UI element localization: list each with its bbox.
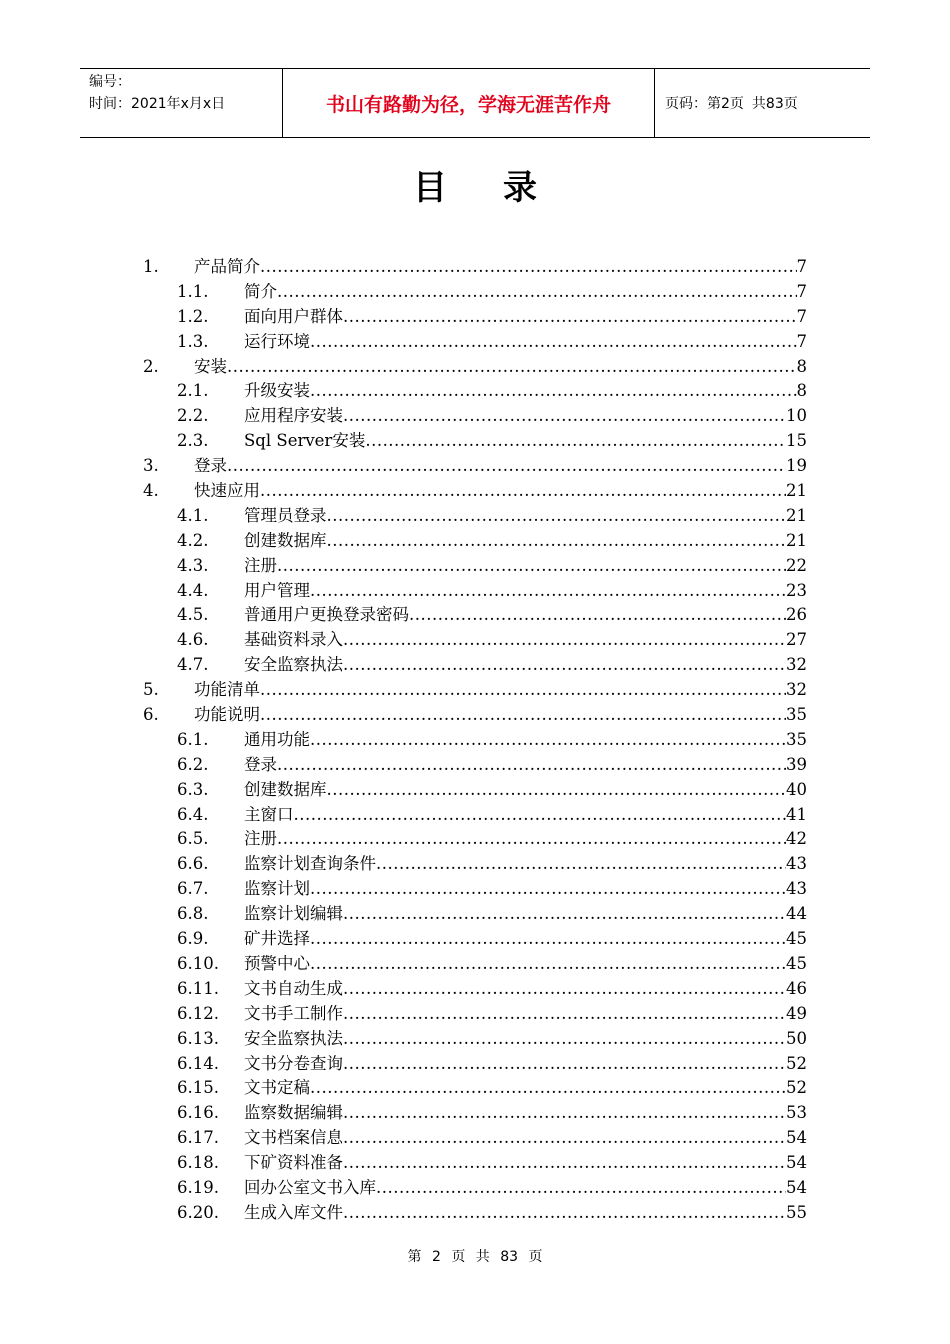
toc-entry-number: 6.15. [177, 1078, 219, 1098]
footer-total-prefix: 共 [475, 1249, 490, 1265]
toc-entry-line [244, 429, 807, 454]
toc-entry-number: 4.6. [177, 630, 209, 650]
header-number-label: 编号： [89, 74, 131, 90]
toc-entry-number: 2. [143, 356, 159, 376]
toc-entry-line [194, 703, 807, 728]
toc-entry-title: 功能清单 [194, 678, 260, 703]
toc-entry[interactable] [143, 778, 807, 803]
toc-leader-dots [409, 603, 786, 628]
toc-entry-title: 升级安装 [244, 379, 310, 404]
toc-entry-title: 安全监察执法 [244, 1027, 343, 1052]
toc-entry[interactable] [143, 703, 807, 728]
toc-entry-page: 54 [786, 1176, 807, 1201]
page-title: 目录 [413, 168, 593, 208]
toc-entry-number: 1.2. [177, 306, 209, 326]
toc-entry-line [244, 603, 807, 628]
header-meta [80, 69, 282, 137]
toc-entry-number: 6.14. [177, 1053, 219, 1073]
toc-entry-number: 6.19. [177, 1177, 219, 1197]
toc-leader-dots [227, 454, 786, 479]
toc-entry-number: 6.11. [177, 978, 219, 998]
toc-entry-number: 6.6. [177, 854, 209, 874]
toc-entry-line [244, 379, 807, 404]
toc-leader-dots [277, 827, 786, 852]
toc-entry-line [244, 1126, 807, 1151]
toc-entry[interactable] [143, 852, 807, 877]
toc-leader-dots [310, 379, 797, 404]
toc-entry[interactable] [143, 504, 807, 529]
toc-leader-dots [327, 778, 787, 803]
toc-entry-title: 监察计划 [244, 877, 310, 902]
toc-leader-dots [310, 330, 797, 355]
toc-entry-title: 预警中心 [244, 952, 310, 977]
header-page-info [655, 69, 870, 137]
toc-entry-page: 39 [786, 753, 807, 778]
toc-entry-page: 46 [786, 977, 807, 1002]
toc-entry[interactable] [143, 1151, 807, 1176]
toc-entry-line [194, 255, 807, 280]
toc-entry-line [244, 1176, 807, 1201]
toc-entry-page: 35 [786, 728, 807, 753]
toc-entry-line [244, 1101, 807, 1126]
toc-leader-dots [376, 1176, 786, 1201]
toc-leader-dots [343, 977, 786, 1002]
toc-entry-number: 4.1. [177, 505, 209, 525]
toc-leader-dots [343, 1002, 786, 1027]
toc-entry-number: 6.1. [177, 729, 209, 749]
toc-entry[interactable] [143, 1002, 807, 1027]
toc-entry[interactable] [143, 529, 807, 554]
toc-entry-number: 1.3. [177, 331, 209, 351]
toc-leader-dots [310, 877, 786, 902]
toc-leader-dots [310, 927, 786, 952]
toc-entry-title: 监察计划编辑 [244, 902, 343, 927]
toc-entry[interactable] [143, 404, 807, 429]
toc-leader-dots [310, 579, 786, 604]
toc-entry-title: 文书定稿 [244, 1076, 310, 1101]
toc-entry-page: 15 [786, 429, 807, 454]
toc-entry-line [244, 952, 807, 977]
toc-entry[interactable] [143, 280, 807, 305]
toc-entry-number: 6.10. [177, 953, 219, 973]
toc-leader-dots [310, 952, 786, 977]
toc-entry-title: 功能说明 [194, 703, 260, 728]
toc-entry-page: 43 [786, 852, 807, 877]
toc-entry-page: 42 [786, 827, 807, 852]
toc-leader-dots [343, 628, 786, 653]
toc-entry-line [244, 330, 807, 355]
toc-entry[interactable] [143, 827, 807, 852]
toc-entry-line [244, 852, 807, 877]
toc-entry-number: 4.5. [177, 605, 209, 625]
toc-entry-number: 6.16. [177, 1103, 219, 1123]
toc-entry-number: 4.4. [177, 580, 209, 600]
toc-entry-number: 6.8. [177, 904, 209, 924]
toc-entry-number: 1. [143, 257, 159, 276]
toc-entry-page: 40 [786, 778, 807, 803]
footer-total-pages: 83 [500, 1249, 519, 1265]
toc-entry-page: 7 [797, 305, 808, 330]
toc-entry-page: 22 [786, 554, 807, 579]
toc-entry-title: 监察数据编辑 [244, 1101, 343, 1126]
toc-leader-dots [376, 852, 786, 877]
toc-entry-title: 普通用户更换登录密码 [244, 603, 409, 628]
toc-entry-page: 7 [797, 255, 808, 280]
toc-leader-dots [294, 803, 787, 828]
toc-entry-line [244, 877, 807, 902]
toc-leader-dots [327, 529, 787, 554]
toc-leader-dots [260, 479, 786, 504]
page-footer [0, 1246, 950, 1266]
toc-entry-title: 文书档案信息 [244, 1126, 343, 1151]
toc-entry-page: 54 [786, 1151, 807, 1176]
toc-entry-title: 通用功能 [244, 728, 310, 753]
toc-entry-line [244, 404, 807, 429]
toc-entry-page: 19 [786, 454, 807, 479]
toc-entry-page: 21 [786, 504, 807, 529]
toc-leader-dots [343, 1151, 786, 1176]
toc-entry-title: 创建数据库 [244, 778, 327, 803]
toc-entry[interactable] [143, 628, 807, 653]
toc-entry-line [244, 728, 807, 753]
toc-entry-line [244, 977, 807, 1002]
toc-entry-number: 1.1. [177, 281, 209, 301]
toc-entry-line [244, 280, 807, 305]
toc-entry-page: 7 [797, 330, 808, 355]
toc-entry-line [244, 803, 807, 828]
toc-entry-number: 3. [143, 456, 159, 476]
toc-entry-line [244, 753, 807, 778]
toc-leader-dots [343, 1027, 786, 1052]
toc-entry-title: 下矿资料准备 [244, 1151, 343, 1176]
toc-entry-title: 产品简介 [194, 255, 260, 280]
toc-leader-dots [343, 305, 797, 330]
toc-entry-page: 7 [797, 280, 808, 305]
toc-entry-line [244, 504, 807, 529]
table-of-contents [143, 255, 807, 1226]
toc-entry-number: 6.3. [177, 779, 209, 799]
toc-entry-line [244, 628, 807, 653]
toc-leader-dots [277, 554, 786, 579]
toc-leader-dots [343, 1101, 786, 1126]
toc-leader-dots [277, 280, 797, 305]
toc-entry-title: 主窗口 [244, 803, 294, 828]
toc-entry[interactable] [143, 355, 807, 380]
toc-leader-dots [227, 355, 797, 380]
toc-entry[interactable] [143, 454, 807, 479]
toc-entry[interactable] [143, 728, 807, 753]
toc-leader-dots [343, 1201, 786, 1226]
toc-entry-line [194, 479, 807, 504]
toc-entry-number: 2.1. [177, 381, 209, 401]
toc-entry-line [244, 305, 807, 330]
toc-entry-number: 6.18. [177, 1153, 219, 1173]
toc-entry-number: 6.4. [177, 804, 209, 824]
toc-entry-page: 53 [786, 1101, 807, 1126]
toc-entry-page: 21 [786, 479, 807, 504]
toc-entry-line [244, 554, 807, 579]
footer-page-number: 2 [431, 1249, 441, 1265]
toc-entry-title: 登录 [244, 753, 277, 778]
toc-entry-line [244, 1002, 807, 1027]
toc-entry[interactable] [143, 603, 807, 628]
toc-entry-page: 49 [786, 1002, 807, 1027]
toc-entry-title: 矿井选择 [244, 927, 310, 952]
toc-entry-page: 35 [786, 703, 807, 728]
toc-entry[interactable] [143, 330, 807, 355]
toc-entry-page: 21 [786, 529, 807, 554]
toc-entry-title: 快速应用 [194, 479, 260, 504]
toc-leader-dots [260, 255, 797, 280]
toc-entry-title: 面向用户群体 [244, 305, 343, 330]
toc-entry-line [244, 1151, 807, 1176]
toc-entry-number: 4.3. [177, 555, 209, 575]
toc-entry-title: 管理员登录 [244, 504, 327, 529]
toc-entry-page: 23 [786, 579, 807, 604]
toc-entry[interactable] [143, 1176, 807, 1201]
toc-entry-number: 2.3. [177, 431, 209, 451]
toc-entry-page: 26 [786, 603, 807, 628]
toc-entry-page: 8 [797, 355, 808, 380]
toc-entry[interactable] [143, 952, 807, 977]
toc-entry-page: 45 [786, 952, 807, 977]
toc-entry-line [244, 902, 807, 927]
toc-entry-number: 5. [143, 680, 159, 700]
header-total-label: 共83页 [751, 96, 798, 112]
toc-leader-dots [260, 703, 786, 728]
toc-entry-page: 32 [786, 678, 807, 703]
toc-leader-dots [343, 902, 786, 927]
toc-entry-page: 27 [786, 628, 807, 653]
toc-entry-number: 4.2. [177, 530, 209, 550]
toc-entry-page: 45 [786, 927, 807, 952]
toc-entry[interactable] [143, 1027, 807, 1052]
toc-entry-page: 52 [786, 1052, 807, 1077]
document-header [80, 68, 870, 138]
toc-entry-title: 安装 [194, 355, 227, 380]
toc-entry-line [194, 678, 807, 703]
toc-entry-line [244, 579, 807, 604]
toc-entry[interactable] [143, 1052, 807, 1077]
toc-entry[interactable] [143, 305, 807, 330]
toc-leader-dots [365, 429, 786, 454]
toc-leader-dots [310, 728, 786, 753]
toc-entry-page: 41 [786, 803, 807, 828]
toc-entry[interactable] [143, 1101, 807, 1126]
toc-leader-dots [327, 504, 787, 529]
toc-entry[interactable] [143, 927, 807, 952]
toc-entry-number: 6.2. [177, 754, 209, 774]
toc-leader-dots [260, 678, 786, 703]
toc-entry-number: 2.2. [177, 406, 209, 426]
toc-leader-dots [343, 1126, 786, 1151]
toc-entry-title: 安全监察执法 [244, 653, 343, 678]
toc-entry-page: 50 [786, 1027, 807, 1052]
toc-entry-page: 8 [797, 379, 808, 404]
toc-leader-dots [310, 1076, 786, 1101]
toc-entry-title: 用户管理 [244, 579, 310, 604]
toc-entry-number: 6.12. [177, 1003, 219, 1023]
toc-entry-title: 文书分卷查询 [244, 1052, 343, 1077]
toc-entry[interactable] [143, 753, 807, 778]
toc-entry[interactable] [143, 653, 807, 678]
toc-entry[interactable] [143, 554, 807, 579]
toc-entry[interactable] [143, 429, 807, 454]
toc-leader-dots [343, 1052, 786, 1077]
toc-entry-title: 文书自动生成 [244, 977, 343, 1002]
footer-page-unit: 页 [451, 1249, 466, 1265]
toc-entry-line [194, 454, 807, 479]
toc-leader-dots [343, 653, 786, 678]
toc-entry-title: 运行环境 [244, 330, 310, 355]
toc-leader-dots [343, 404, 786, 429]
header-time-label: 时间：2021年x月x日 [89, 96, 226, 112]
toc-entry[interactable] [143, 479, 807, 504]
toc-entry[interactable] [143, 977, 807, 1002]
toc-entry-title: 注册 [244, 827, 277, 852]
toc-entry[interactable] [143, 803, 807, 828]
toc-entry-title: 生成入库文件 [244, 1201, 343, 1226]
toc-entry-title: Sql Server安装 [244, 429, 365, 454]
toc-entry-title: 登录 [194, 454, 227, 479]
toc-entry-line [244, 1052, 807, 1077]
toc-entry-number: 6.7. [177, 879, 209, 899]
toc-entry-title: 简介 [244, 280, 277, 305]
toc-leader-dots [277, 753, 786, 778]
toc-entry-page: 32 [786, 653, 807, 678]
toc-entry-title: 回办公室文书入库 [244, 1176, 376, 1201]
toc-entry-number: 6.9. [177, 929, 209, 949]
toc-entry-line [244, 927, 807, 952]
toc-entry[interactable] [143, 255, 807, 280]
toc-entry-title: 文书手工制作 [244, 1002, 343, 1027]
toc-entry-number: 6. [143, 705, 159, 725]
toc-entry-line [244, 1027, 807, 1052]
toc-entry-line [244, 778, 807, 803]
footer-total-unit: 页 [528, 1249, 543, 1265]
toc-entry-line [244, 529, 807, 554]
toc-entry-line [194, 355, 807, 380]
toc-entry-line [244, 1201, 807, 1226]
toc-entry-number: 6.13. [177, 1028, 219, 1048]
header-page-label: 页码：第2页 [665, 96, 744, 112]
footer-prefix: 第 [407, 1249, 422, 1265]
toc-entry-line [244, 827, 807, 852]
toc-entry-page: 43 [786, 877, 807, 902]
toc-entry-number: 6.20. [177, 1202, 219, 1222]
toc-entry-number: 6.5. [177, 829, 209, 849]
toc-entry[interactable] [143, 1201, 807, 1226]
toc-entry-line [244, 1076, 807, 1101]
toc-entry-title: 监察计划查询条件 [244, 852, 376, 877]
toc-entry-title: 基础资料录入 [244, 628, 343, 653]
toc-entry[interactable] [143, 678, 807, 703]
toc-entry-number: 6.17. [177, 1128, 219, 1148]
toc-entry[interactable] [143, 1126, 807, 1151]
toc-entry-page: 44 [786, 902, 807, 927]
toc-entry[interactable] [143, 902, 807, 927]
toc-entry[interactable] [143, 379, 807, 404]
toc-entry-number: 4.7. [177, 655, 209, 675]
toc-entry[interactable] [143, 579, 807, 604]
toc-entry-page: 10 [786, 404, 807, 429]
toc-entry[interactable] [143, 1076, 807, 1101]
toc-entry-title: 创建数据库 [244, 529, 327, 554]
toc-entry-line [244, 653, 807, 678]
toc-entry[interactable] [143, 877, 807, 902]
toc-entry-title: 应用程序安装 [244, 404, 343, 429]
toc-entry-title: 注册 [244, 554, 277, 579]
toc-entry-number: 4. [143, 481, 159, 501]
toc-entry-page: 52 [786, 1076, 807, 1101]
toc-entry-page: 55 [786, 1201, 807, 1226]
header-motto: 书山有路勤为径，学海无涯苦作舟 [282, 69, 655, 137]
toc-entry-page: 54 [786, 1126, 807, 1151]
